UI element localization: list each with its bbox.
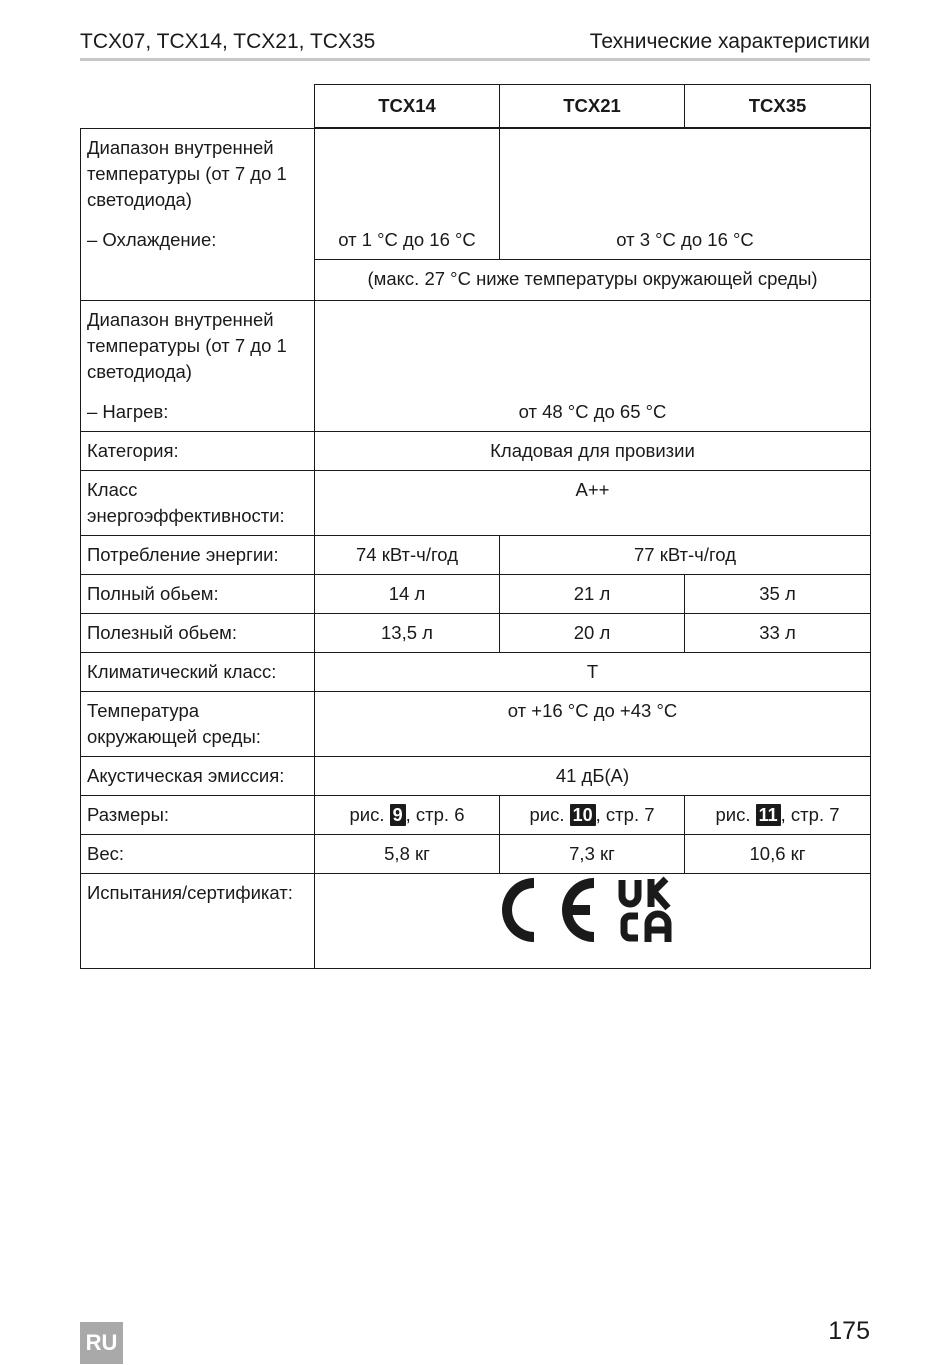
row-label-weight: Вес: (81, 835, 315, 874)
page-number: 175 (828, 1317, 870, 1345)
table-row-gross-volume (81, 575, 871, 614)
row-label-heating (81, 301, 315, 432)
value-category: Кладовая для провизии (315, 432, 871, 471)
table-row-noise (81, 757, 871, 796)
header-blank-cell (81, 85, 315, 129)
value-net-tcx21: 20 л (500, 614, 685, 653)
label-heating: – Нагрев: (87, 401, 169, 422)
table-row-heating (81, 301, 871, 432)
row-label-energy: Потребление энергии: (81, 536, 315, 575)
table-row-dimensions (81, 796, 871, 835)
table-header-row (81, 85, 871, 129)
value-heating: от 48 °C до 65 °C (315, 301, 871, 432)
table-row-energy (81, 536, 871, 575)
value-gross-tcx14: 14 л (315, 575, 500, 614)
column-header-tcx35: TCX35 (685, 85, 871, 129)
table-row-weight (81, 835, 871, 874)
figure-number-badge: 10 (570, 804, 596, 826)
page-ref: , стр. 6 (405, 804, 465, 825)
value-energy-tcx21-tcx35: 77 кВт-ч/год (500, 536, 871, 575)
table-row-net-volume (81, 614, 871, 653)
ce-ukca-marks-icon (498, 874, 688, 946)
value-ambient: от +16 °C до +43 °C (315, 692, 871, 757)
table-row-category (81, 432, 871, 471)
value-cooling-note: (макс. 27 °C ниже температуры окружающей среды) (315, 260, 871, 301)
value-dims-tcx35 (685, 796, 871, 835)
value-net-tcx35: 33 л (685, 614, 871, 653)
fig-prefix: рис. (715, 804, 751, 825)
table-row-ambient (81, 692, 871, 757)
figure-number-badge: 9 (390, 804, 406, 826)
header-section-title: Технические характеристики (589, 30, 870, 53)
fig-prefix: рис. (349, 804, 385, 825)
row-label-certification: Испытания/сертификат: (81, 874, 315, 969)
value-weight-tcx35: 10,6 кг (685, 835, 871, 874)
row-label-dimensions: Размеры: (81, 796, 315, 835)
value-energy-class: A++ (315, 471, 871, 536)
table-row-cooling (81, 128, 871, 260)
table-row-certification (81, 874, 871, 969)
value-cooling-tcx21-tcx35: от 3 °C до 16 °C (500, 128, 871, 260)
row-label-gross-volume: Полный обьем: (81, 575, 315, 614)
value-gross-tcx21: 21 л (500, 575, 685, 614)
value-cooling-tcx14: от 1 °C до 16 °C (315, 128, 500, 260)
spec-table (80, 84, 871, 969)
label-cooling: – Охлаждение: (87, 228, 217, 250)
table-row-climate (81, 653, 871, 692)
value-noise: 41 дБ(A) (315, 757, 871, 796)
fig-prefix: рис. (529, 804, 565, 825)
table-row-energy-class (81, 471, 871, 536)
value-energy-tcx14: 74 кВт-ч/год (315, 536, 500, 575)
value-net-tcx14: 13,5 л (315, 614, 500, 653)
column-header-tcx14: TCX14 (315, 85, 500, 129)
row-label-climate: Климатический класс: (81, 653, 315, 692)
row-label-noise: Акустическая эмиссия: (81, 757, 315, 796)
value-gross-tcx35: 35 л (685, 575, 871, 614)
figure-number-badge: 11 (756, 804, 781, 826)
ce-mark-icon (502, 878, 594, 942)
value-dims-tcx14 (315, 796, 500, 835)
label-range: Диапазон внутренней температуры (от 7 до 1 светодиода) (87, 136, 287, 210)
value-dims-tcx21 (500, 796, 685, 835)
column-header-tcx21: TCX21 (500, 85, 685, 129)
row-label-net-volume: Полезный обьем: (81, 614, 315, 653)
row-label-ambient: Температура окружающей среды: (81, 692, 315, 757)
row-label-cooling (81, 128, 315, 301)
page-header (80, 28, 870, 61)
page-ref: , стр. 7 (595, 804, 655, 825)
value-weight-tcx14: 5,8 кг (315, 835, 500, 874)
header-models: TCX07, TCX14, TCX21, TCX35 (80, 30, 376, 53)
ukca-mark-icon (622, 879, 668, 942)
label-range: Диапазон внутренней температуры (от 7 до 1 светодиода) (87, 309, 287, 382)
row-label-energy-class: Класс энергоэффективности: (81, 471, 315, 536)
page-ref: , стр. 7 (780, 804, 840, 825)
certification-marks (315, 874, 871, 969)
value-climate: T (315, 653, 871, 692)
value-weight-tcx21: 7,3 кг (500, 835, 685, 874)
row-label-category: Категория: (81, 432, 315, 471)
language-badge: RU (80, 1322, 123, 1364)
